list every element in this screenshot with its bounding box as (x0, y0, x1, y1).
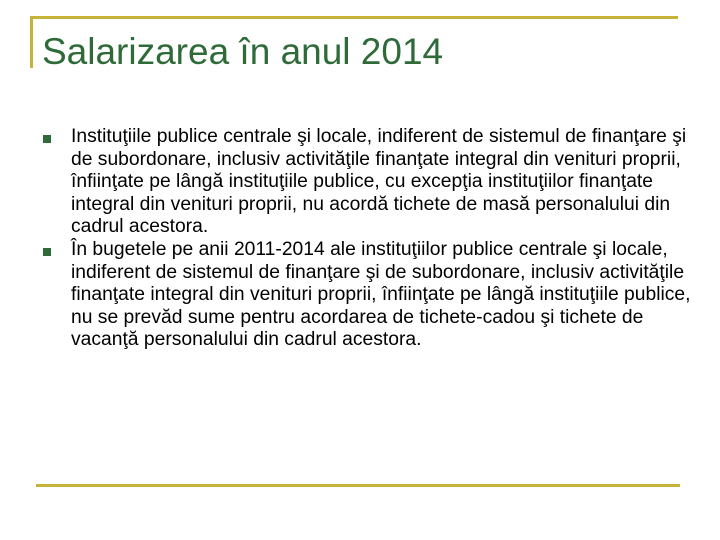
square-bullet-icon (43, 135, 51, 143)
bullet-item (42, 239, 692, 352)
bullet-item (42, 126, 692, 239)
bullet-list (42, 126, 692, 352)
bottom-border-line (36, 484, 680, 487)
left-border-line (30, 16, 33, 68)
bullet-text: Instituţiile publice centrale şi locale, indiferent de sistemul de finanţare şi de subordonare, inclusiv activităţile finanţate integral din venituri proprii, înfiinţate pe lângă instituţiile publice, cu excepţia instituţiilor finanţate integral din venituri proprii, nu acordă tichete de masă personalului din cadrul acestora. (71, 126, 687, 238)
bullet-text: În bugetele pe anii 2011-2014 ale instituţiilor publice centrale şi locale, indiferent de sistemul de finanţare şi de subordonare, inclusiv activităţile finanţate integral din venituri proprii, înfiinţate pe lângă instituţiile publice, nu se prevăd sume pentru acordarea de tichete-cadou şi tichete de vacanţă personalului din cadrul acestora. (71, 238, 691, 351)
square-bullet-icon (43, 248, 51, 256)
slide-title: Salarizarea în anul 2014 (42, 31, 444, 72)
top-border-line (30, 16, 678, 19)
